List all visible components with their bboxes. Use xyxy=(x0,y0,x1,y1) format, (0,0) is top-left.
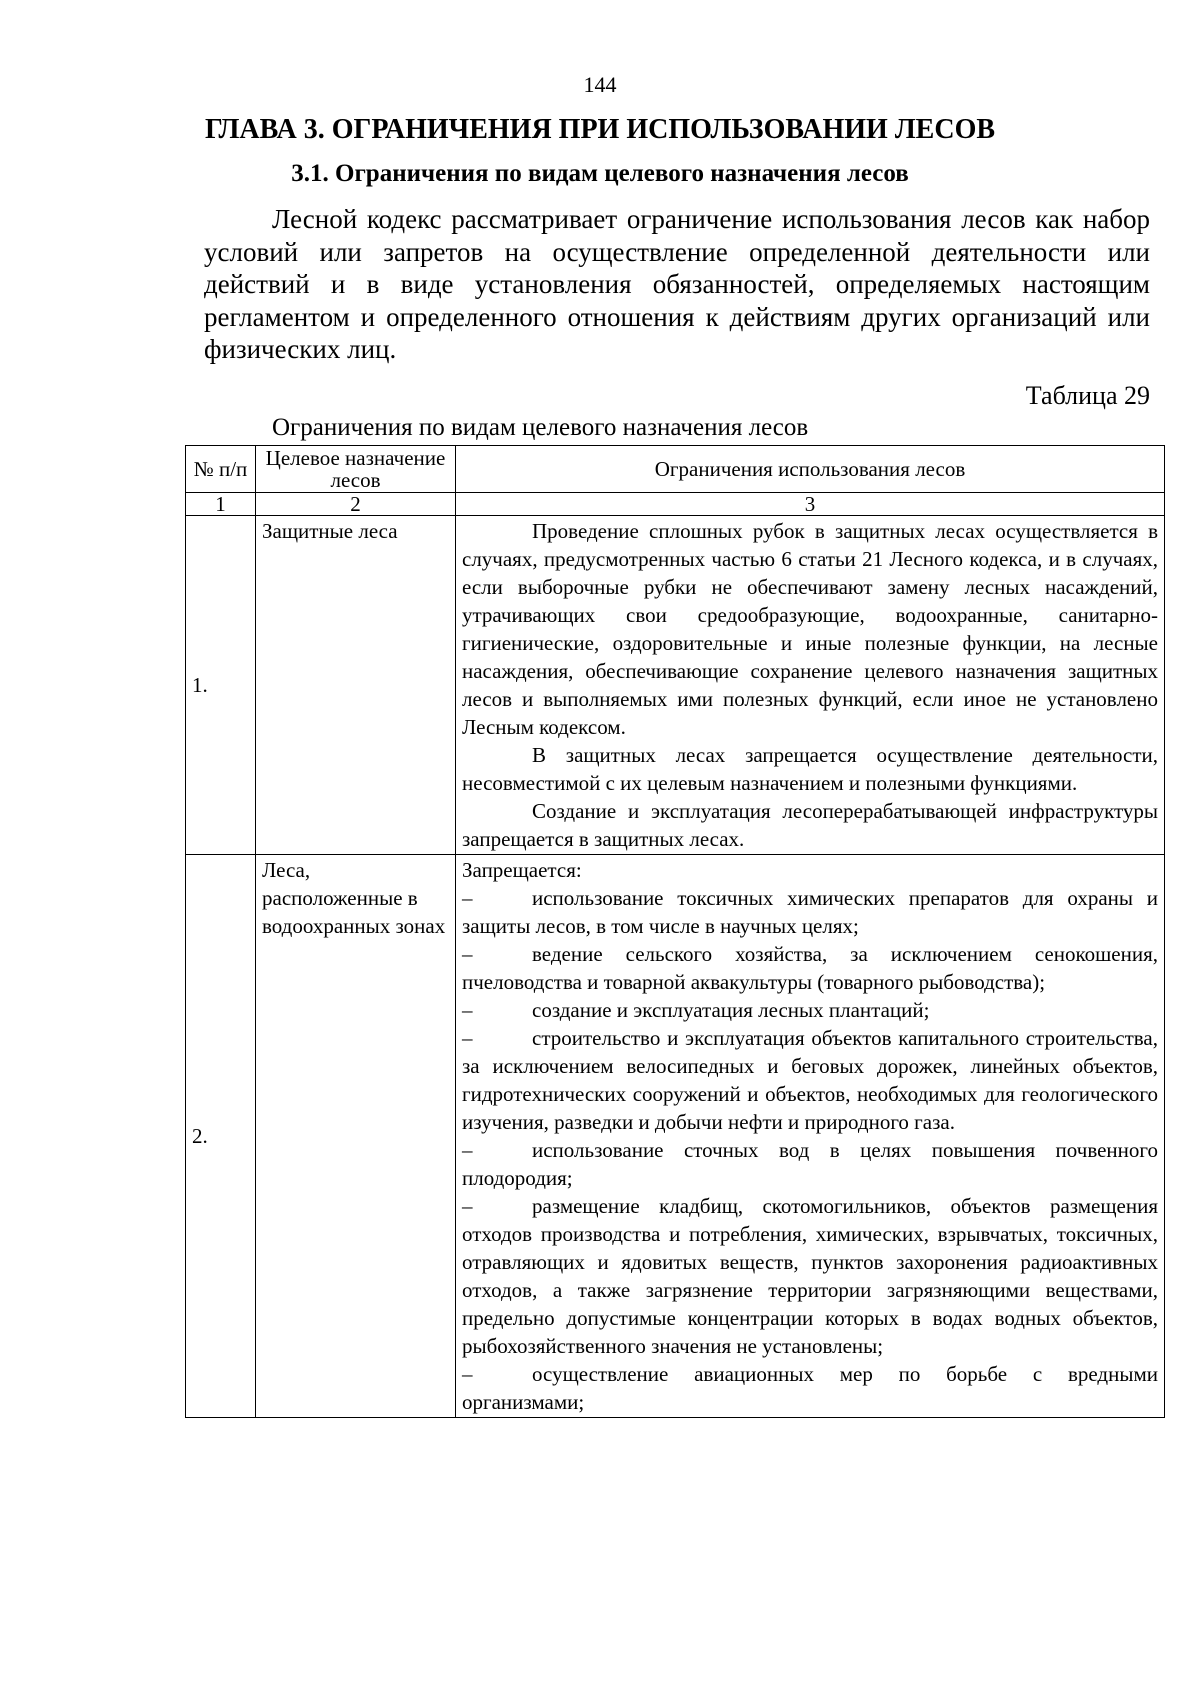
table-row xyxy=(186,516,1165,855)
list-dash: – xyxy=(462,1138,473,1162)
table-header-row xyxy=(186,446,1165,493)
restriction-paragraph: Создание и эксплуатация лесоперерабатывающей инфраструктуры запрещается в защитных лесах. xyxy=(462,799,1158,851)
list-dash: – xyxy=(462,886,473,910)
forest-purpose: Защитные леса xyxy=(256,516,456,855)
intro-paragraph: Лесной кодекс рассматривает ограничение использования лесов как набор условий или запретов на осуществление определенной деятельности или действий и в виде установления обязанностей, определяемых настоящим регламентом и определенного отношения к действиям других организаций или физических лиц. xyxy=(204,204,1150,364)
table-label: Таблица 29 xyxy=(1025,381,1150,410)
section-title: 3.1. Ограничения по видам целевого назначения лесов xyxy=(291,160,909,187)
page-number: 144 xyxy=(583,72,617,97)
restriction-item: – ведение сельского хозяйства, за исключением сенокошения, пчеловодства и товарной аквакультуры (товарного рыбоводства); xyxy=(462,942,1158,994)
restriction-item: – использование токсичных химических препаратов для охраны и защиты лесов, в том числе в научных целях; xyxy=(462,886,1158,938)
header-number: № п/п xyxy=(186,446,256,493)
column-number-row xyxy=(186,493,1165,516)
restriction-item: – осуществление авиационных мер по борьбе с вредными организмами; xyxy=(462,1362,1158,1414)
restrictions-cell xyxy=(456,855,1165,1418)
list-dash: – xyxy=(462,942,473,966)
restriction-lead: Запрещается: xyxy=(462,858,582,882)
header-purpose: Целевое назначение лесов xyxy=(256,446,456,493)
table-row xyxy=(186,855,1165,1418)
chapter-title: ГЛАВА 3. ОГРАНИЧЕНИЯ ПРИ ИСПОЛЬЗОВАНИИ ЛЕСОВ xyxy=(204,114,996,145)
restriction-paragraph: В защитных лесах запрещается осуществление деятельности, несовместимой с их целевым назначением и полезными функциями. xyxy=(462,743,1158,795)
row-number: 2. xyxy=(186,855,256,1418)
row-number: 1. xyxy=(186,516,256,855)
list-dash: – xyxy=(462,1194,473,1218)
column-number: 1 xyxy=(186,493,256,516)
list-dash: – xyxy=(462,1362,473,1386)
header-restrictions: Ограничения использования лесов xyxy=(456,446,1165,493)
forest-purpose: Леса, расположенные в водоохранных зонах xyxy=(256,855,456,1418)
list-dash: – xyxy=(462,998,473,1022)
restrictions-table xyxy=(185,445,1165,1418)
list-dash: – xyxy=(462,1026,473,1050)
restriction-item: – использование сточных вод в целях повышения почвенного плодородия; xyxy=(462,1138,1158,1190)
column-number: 2 xyxy=(256,493,456,516)
restriction-item: – строительство и эксплуатация объектов капитального строительства, за исключением велосипедных и беговых дорожек, линейных объектов, гидротехнических сооружений и объектов, необходимых для геологического изучения, разведки и добычи нефти и природного газа. xyxy=(462,1026,1158,1134)
restrictions-cell xyxy=(456,516,1165,855)
restriction-paragraph: Проведение сплошных рубок в защитных лесах осуществляется в случаях, предусмотренных частью 6 статьи 21 Лесного кодекса, и в случаях, если выборочные рубки не обеспечивают замену лесных насаждений, утрачивающих свои средообразующие, водоохранные, санитарно-гигиенические, оздоровительные и иные полезные функции, на лесные насаждения, обеспечивающие сохранение целевого назначения защитных лесов и выполняемых ими полезных функций, если иное не установлено Лесным кодексом. xyxy=(462,519,1158,739)
restriction-item: – размещение кладбищ, скотомогильников, объектов размещения отходов производства и потребления, химических, взрывчатых, токсичных, отравляющих и ядовитых веществ, пунктов захоронения радиоактивных отходов, а также загрязнение территории загрязняющими веществами, предельно допустимые концентрации которых в водах водных объектов, рыбохозяйственного значения не установлены; xyxy=(462,1194,1158,1358)
table-caption: Ограничения по видам целевого назначения лесов xyxy=(272,414,809,441)
column-number: 3 xyxy=(456,493,1165,516)
restriction-item: – создание и эксплуатация лесных плантаций; xyxy=(462,998,930,1022)
